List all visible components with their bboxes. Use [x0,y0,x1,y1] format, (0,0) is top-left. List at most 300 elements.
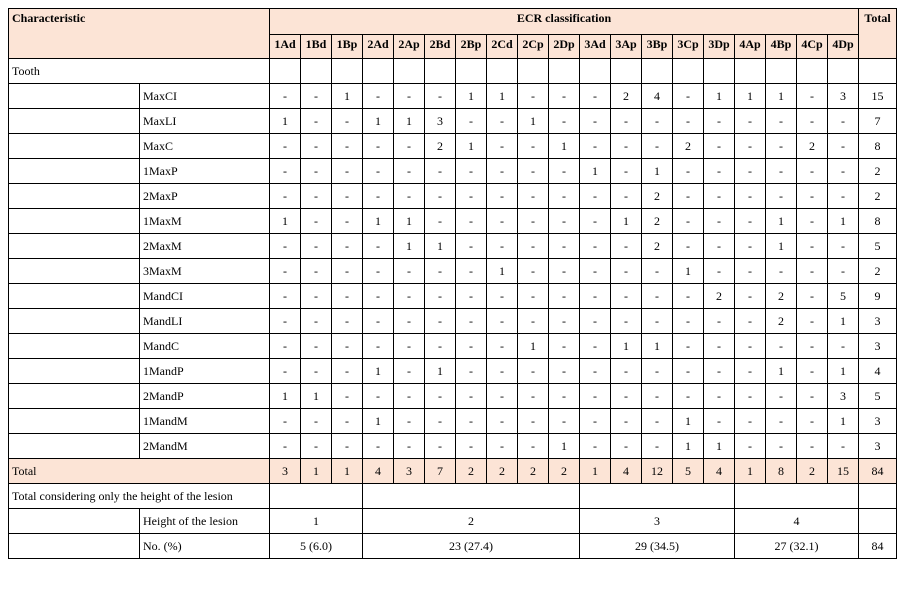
table-cell: 1 [735,84,766,109]
table-cell: - [363,184,394,209]
table-cell: 2 [425,134,456,159]
table-cell: - [828,159,859,184]
row-total: 15 [859,84,897,109]
table-cell: 1 [766,359,797,384]
table-cell: 1 [549,434,580,459]
tooth-row-blank [766,59,797,84]
height-value-4: 4 [735,509,859,534]
table-cell: - [704,209,735,234]
table-cell: - [456,109,487,134]
table-cell: 1 [301,384,332,409]
table-cell: - [611,284,642,309]
table-cell: - [735,259,766,284]
table-cell: - [518,359,549,384]
table-row [9,184,897,209]
table-cell: - [456,359,487,384]
table-cell: - [518,159,549,184]
total-header: Total [859,9,897,59]
characteristic-header: Characteristic [9,9,270,59]
table-cell: - [766,434,797,459]
table-cell: - [301,184,332,209]
table-cell: - [704,134,735,159]
table-cell: - [487,209,518,234]
table-cell: - [332,284,363,309]
table-cell: - [394,359,425,384]
table-cell: 2 [704,284,735,309]
table-cell: - [301,409,332,434]
tooth-name: 1MandM [140,409,270,434]
table-cell: - [580,334,611,359]
height-value-3: 3 [580,509,735,534]
table-cell: - [828,134,859,159]
tooth-name: 1MaxP [140,159,270,184]
table-cell: - [332,334,363,359]
table-cell: - [363,234,394,259]
tooth-row-blank [332,59,363,84]
table-cell: - [301,359,332,384]
table-cell: - [301,134,332,159]
height-row [9,509,897,534]
table-cell: - [301,159,332,184]
table-cell: - [363,134,394,159]
table-row [9,109,897,134]
table-cell: 2 [673,134,704,159]
table-cell: - [611,309,642,334]
row-total: 7 [859,109,897,134]
table-cell: - [611,259,642,284]
total-cell: 2 [797,459,828,484]
table-cell: - [425,409,456,434]
table-cell: 2 [611,84,642,109]
table-cell: 5 [828,284,859,309]
table-cell: - [425,209,456,234]
table-cell: 1 [611,334,642,359]
table-cell: - [828,334,859,359]
total-cell: 2 [518,459,549,484]
table-cell: - [487,134,518,159]
total-cell: 8 [766,459,797,484]
table-cell: - [549,234,580,259]
table-cell: 1 [394,209,425,234]
row-indent [9,334,140,359]
tooth-row-blank [797,59,828,84]
table-cell: - [766,409,797,434]
table-cell: 1 [363,209,394,234]
tooth-row-blank [301,59,332,84]
tooth-row-blank [549,59,580,84]
table-cell: - [456,309,487,334]
table-cell: - [580,109,611,134]
row-total: 3 [859,334,897,359]
total-row-label: Total [9,459,270,484]
table-cell: - [704,184,735,209]
table-cell: - [673,309,704,334]
column-header-4cp: 4Cp [797,35,828,59]
table-cell: - [270,309,301,334]
table-cell: - [580,434,611,459]
total-cell: 3 [394,459,425,484]
table-cell: 1 [580,159,611,184]
table-cell: - [456,284,487,309]
table-cell: - [487,159,518,184]
tooth-row-blank [487,59,518,84]
table-cell: - [425,309,456,334]
table-cell: - [270,259,301,284]
column-header-3ap: 3Ap [611,35,642,59]
table-cell: 1 [456,134,487,159]
ecr-classification-header: ECR classification [270,9,859,35]
table-row [9,409,897,434]
table-cell: - [394,309,425,334]
table-cell: - [549,184,580,209]
total-cell: 12 [642,459,673,484]
table-cell: - [456,259,487,284]
table-cell: - [828,434,859,459]
table-cell: 1 [425,359,456,384]
table-cell: - [580,184,611,209]
row-indent [9,184,140,209]
table-cell: - [518,84,549,109]
column-header-4bp: 4Bp [766,35,797,59]
table-cell: 1 [363,359,394,384]
height-row-blank [9,509,140,534]
tooth-name: 3MaxM [140,259,270,284]
table-cell: - [456,434,487,459]
table-cell: - [394,409,425,434]
row-total: 3 [859,434,897,459]
table-cell: - [642,384,673,409]
table-cell: - [425,84,456,109]
table-cell: 2 [642,234,673,259]
table-cell: - [456,184,487,209]
tooth-row-blank [828,59,859,84]
table-cell: - [735,409,766,434]
table-cell: - [797,159,828,184]
total-cell: 1 [332,459,363,484]
table-cell: 1 [394,109,425,134]
table-cell: - [394,434,425,459]
table-cell: - [766,134,797,159]
table-cell: - [518,309,549,334]
table-cell: - [394,259,425,284]
table-cell: - [673,84,704,109]
table-cell: 1 [363,109,394,134]
total-cell: 1 [301,459,332,484]
tooth-row-blank [456,59,487,84]
table-cell: - [642,259,673,284]
column-header-2ap: 2Ap [394,35,425,59]
table-cell: - [332,234,363,259]
tooth-name: 2MandP [140,384,270,409]
table-cell: - [828,184,859,209]
table-cell: 1 [642,159,673,184]
tooth-name: 2MaxM [140,234,270,259]
row-indent [9,359,140,384]
total-cell: 4 [611,459,642,484]
table-cell: - [735,384,766,409]
table-cell: - [518,134,549,159]
table-cell: - [332,359,363,384]
table-cell: - [704,334,735,359]
height-value-2: 2 [363,509,580,534]
table-cell: - [270,334,301,359]
tooth-name: 2MandM [140,434,270,459]
row-indent [9,134,140,159]
table-cell: - [394,134,425,159]
height-title-blank-1 [270,484,363,509]
total-cell: 5 [673,459,704,484]
total-row [9,459,897,484]
column-header-2bp: 2Bp [456,35,487,59]
table-cell: - [456,384,487,409]
table-cell: - [611,159,642,184]
table-cell: - [704,359,735,384]
table-cell: - [735,234,766,259]
table-cell: 1 [766,209,797,234]
table-cell: - [735,209,766,234]
table-cell: 3 [425,109,456,134]
table-cell: - [487,284,518,309]
tooth-row-blank [735,59,766,84]
total-cell: 1 [735,459,766,484]
count-value-2: 23 (27.4) [363,534,580,559]
table-cell: - [611,234,642,259]
total-cell: 7 [425,459,456,484]
row-indent [9,309,140,334]
table-cell: 3 [828,384,859,409]
height-title-blank-3 [580,484,735,509]
table-cell: 1 [487,84,518,109]
table-cell: 1 [518,109,549,134]
table-cell: - [549,109,580,134]
tooth-name: MandC [140,334,270,359]
table-cell: - [487,184,518,209]
table-cell: - [735,284,766,309]
total-cell: 2 [549,459,580,484]
table-cell: - [797,284,828,309]
table-cell: - [828,109,859,134]
table-cell: 2 [642,209,673,234]
table-cell: - [394,334,425,359]
tooth-row-blank [611,59,642,84]
tooth-name: MaxCI [140,84,270,109]
table-cell: - [363,384,394,409]
table-cell: - [332,134,363,159]
row-indent [9,84,140,109]
table-cell: - [456,409,487,434]
table-cell: - [642,109,673,134]
table-cell: - [704,159,735,184]
table-cell: 2 [766,309,797,334]
table-cell: - [301,309,332,334]
table-cell: 2 [766,284,797,309]
table-cell: - [487,359,518,384]
table-cell: - [456,234,487,259]
column-header-2bd: 2Bd [425,35,456,59]
table-cell: - [797,409,828,434]
column-header-1bd: 1Bd [301,35,332,59]
header-row-top [9,9,897,35]
total-cell: 2 [487,459,518,484]
table-cell: - [642,434,673,459]
row-total: 2 [859,184,897,209]
table-cell: - [425,159,456,184]
table-cell: - [642,134,673,159]
table-cell: - [332,159,363,184]
table-cell: - [518,209,549,234]
table-cell: - [611,109,642,134]
table-cell: - [642,359,673,384]
total-cell: 3 [270,459,301,484]
table-cell: - [611,134,642,159]
table-cell: - [549,159,580,184]
table-cell: - [425,434,456,459]
table-cell: - [766,184,797,209]
height-label: Height of the lesion [140,509,270,534]
table-cell: - [332,209,363,234]
ecr-table [8,8,897,559]
total-cell: 2 [456,459,487,484]
table-row [9,334,897,359]
table-cell: 1 [456,84,487,109]
table-cell: - [301,284,332,309]
row-total: 2 [859,259,897,284]
table-cell: - [673,284,704,309]
table-cell: 1 [363,409,394,434]
row-total: 3 [859,309,897,334]
table-cell: - [332,409,363,434]
tooth-name: 2MaxP [140,184,270,209]
height-title-blank-4 [735,484,859,509]
table-row [9,234,897,259]
table-cell: - [673,359,704,384]
height-section-title: Total considering only the height of the lesion [9,484,270,509]
table-cell: - [270,134,301,159]
table-cell: - [611,184,642,209]
table-cell: - [704,109,735,134]
table-cell: - [487,384,518,409]
tooth-name: MaxLI [140,109,270,134]
column-header-3cp: 3Cp [673,35,704,59]
table-row [9,209,897,234]
table-cell: - [332,384,363,409]
table-cell: - [270,184,301,209]
table-cell: - [270,84,301,109]
table-cell: 1 [518,334,549,359]
tooth-name: MandLI [140,309,270,334]
table-cell: 1 [611,209,642,234]
count-value-4: 27 (32.1) [735,534,859,559]
table-cell: - [611,409,642,434]
table-cell: 1 [332,84,363,109]
table-cell: 1 [270,209,301,234]
table-cell: 1 [642,334,673,359]
table-cell: - [797,434,828,459]
table-cell: - [270,284,301,309]
table-cell: - [332,184,363,209]
table-row [9,259,897,284]
table-cell: - [301,209,332,234]
table-cell: - [580,134,611,159]
tooth-name: 1MandP [140,359,270,384]
table-cell: - [549,284,580,309]
table-cell: - [270,234,301,259]
table-cell: - [704,309,735,334]
table-cell: - [580,209,611,234]
table-cell: 1 [828,209,859,234]
tooth-row-blank [642,59,673,84]
table-cell: - [425,334,456,359]
tooth-label: Tooth [9,59,270,84]
row-total: 2 [859,159,897,184]
table-cell: - [735,134,766,159]
table-cell: 1 [270,384,301,409]
row-total: 9 [859,284,897,309]
table-cell: - [642,309,673,334]
tooth-row-blank [518,59,549,84]
table-cell: 2 [797,134,828,159]
row-total: 4 [859,359,897,384]
table-cell: - [549,384,580,409]
column-header-2ad: 2Ad [363,35,394,59]
table-cell: 1 [425,234,456,259]
table-cell: 1 [704,434,735,459]
table-cell: 1 [704,84,735,109]
column-header-3bp: 3Bp [642,35,673,59]
table-cell: - [611,384,642,409]
count-row [9,534,897,559]
table-cell: - [549,409,580,434]
row-indent [9,409,140,434]
row-total: 3 [859,409,897,434]
table-cell: - [518,384,549,409]
table-cell: - [487,109,518,134]
count-total: 84 [859,534,897,559]
table-cell: - [673,209,704,234]
table-cell: - [363,284,394,309]
table-cell: - [425,184,456,209]
table-cell: - [580,234,611,259]
table-cell: - [735,334,766,359]
table-cell: - [394,84,425,109]
table-cell: - [518,184,549,209]
table-cell: - [456,334,487,359]
row-total: 5 [859,384,897,409]
table-cell: - [797,109,828,134]
column-header-3dp: 3Dp [704,35,735,59]
table-cell: 1 [828,409,859,434]
table-cell: - [363,434,394,459]
table-cell: - [611,359,642,384]
total-cell: 4 [363,459,394,484]
table-cell: - [611,434,642,459]
table-cell: - [735,184,766,209]
table-cell: - [363,259,394,284]
table-cell: - [766,384,797,409]
table-cell: - [673,234,704,259]
table-cell: - [487,409,518,434]
table-cell: - [735,309,766,334]
table-cell: - [828,234,859,259]
table-cell: 1 [487,259,518,284]
table-cell: - [797,84,828,109]
table-cell: - [456,159,487,184]
table-cell: - [332,309,363,334]
table-cell: - [518,234,549,259]
table-cell: 1 [828,359,859,384]
table-cell: 1 [673,259,704,284]
table-row [9,434,897,459]
